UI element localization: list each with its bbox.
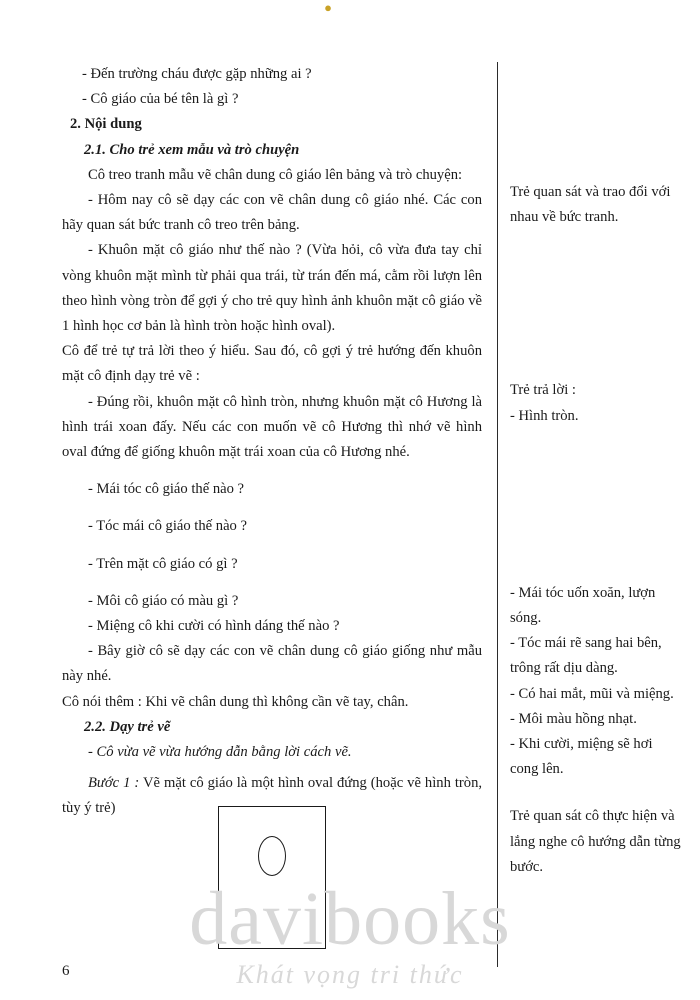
section-heading-2: 2. Nội dung <box>70 116 142 133</box>
drawing-frame <box>218 806 326 949</box>
paragraph: - Cô vừa vẽ vừa hướng dẫn bằng lời cách vẽ. <box>88 744 352 761</box>
step-text: Vẽ mặt cô giáo là một hình oval đứng (hoặc vẽ hình tròn, tùy ý trẻ) <box>62 775 483 817</box>
watermark <box>0 877 700 990</box>
face-drawing-illustration <box>218 806 328 951</box>
note-item: - Tóc mái rẽ sang hai bên, trông rất dịu dàng. <box>510 635 662 677</box>
note-item: Trẻ quan sát cô thực hiện và lắng nghe cô hướng dẫn từng bước. <box>510 808 681 875</box>
note-item: Trẻ quan sát và trao đổi với nhau về bức tranh. <box>510 184 671 226</box>
paragraph: - Trên mặt cô giáo có gì ? <box>88 555 238 572</box>
paragraph: - Môi cô giáo có màu gì ? <box>88 592 239 609</box>
paragraph: Cô nói thêm : Khi vẽ chân dung thì không cần vẽ tay, chân. <box>62 693 409 710</box>
watermark-sub-text: Khát vọng tri thức <box>236 960 464 989</box>
step-label: Bước 1 : <box>88 775 140 792</box>
paragraph: - Khuôn mặt cô giáo như thế nào ? (Vừa hỏi, cô vừa đưa tay chỉ vòng khuôn mặt mình từ phải qua trái, từ trán đến má, cằm rồi lượn lên theo hình vòng tròn để gợi ý cho trẻ quy hình ảnh khuôn mặt cô giáo về 1 hình học cơ bản là hình tròn hoặc hình oval). <box>62 242 482 335</box>
note-item: - Mái tóc uốn xoăn, lượn sóng. <box>510 584 656 627</box>
paragraph: - Tóc mái cô giáo thế nào ? <box>88 518 247 535</box>
notes-column <box>510 62 682 880</box>
paragraph: Cô treo tranh mẫu vẽ chân dung cô giáo lên bảng và trò chuyện: <box>88 166 463 183</box>
column-divider <box>497 62 498 967</box>
note-item: Trẻ trả lời : <box>510 382 576 399</box>
section-heading-2-1: 2.1. Cho trẻ xem mẫu và trò chuyện <box>84 141 300 158</box>
question-line: - Cô giáo của bé tên là gì ? <box>82 91 239 108</box>
page-number: 6 <box>62 963 70 979</box>
paragraph: - Đúng rồi, khuôn mặt cô hình tròn, nhưng khuôn mặt cô Hương là hình trái xoan đấy. Nếu các con muốn vẽ cô Hương thì nhớ vẽ hình oval đứng để giống khuôn mặt trái xoan của cô Hương nhé. <box>62 393 482 461</box>
watermark-main-text: davibooks <box>189 877 511 961</box>
main-text-column <box>62 62 482 822</box>
paragraph: - Bây giờ cô sẽ dạy các con vẽ chân dung cô giáo giống như mẫu này nhé. <box>62 643 482 685</box>
note-item: - Có hai mắt, mũi và miệng. <box>510 685 674 702</box>
note-item: - Hình tròn. <box>510 407 579 424</box>
oval-face-shape <box>258 836 286 876</box>
note-item: - Môi màu hồng nhạt. <box>510 710 637 727</box>
section-heading-2-2: 2.2. Dạy trẻ vẽ <box>84 718 171 735</box>
note-item: - Khi cười, miệng sẽ hơi cong lên. <box>510 736 653 778</box>
question-line: - Đến trường cháu được gặp những ai ? <box>82 66 312 82</box>
paragraph: - Hôm nay cô sẽ dạy các con vẽ chân dung cô giáo nhé. Các con hãy quan sát bức tranh cô treo trên bảng. <box>62 192 482 234</box>
paragraph: - Mái tóc cô giáo thế nào ? <box>88 481 245 498</box>
paragraph: Cô để trẻ tự trả lời theo ý hiểu. Sau đó, cô gợi ý trẻ hướng đến khuôn mặt cô định dạy trẻ vẽ : <box>62 343 482 385</box>
top-page-mark: ● <box>324 0 332 15</box>
paragraph: - Miệng cô khi cười có hình dáng thế nào ? <box>88 618 340 635</box>
